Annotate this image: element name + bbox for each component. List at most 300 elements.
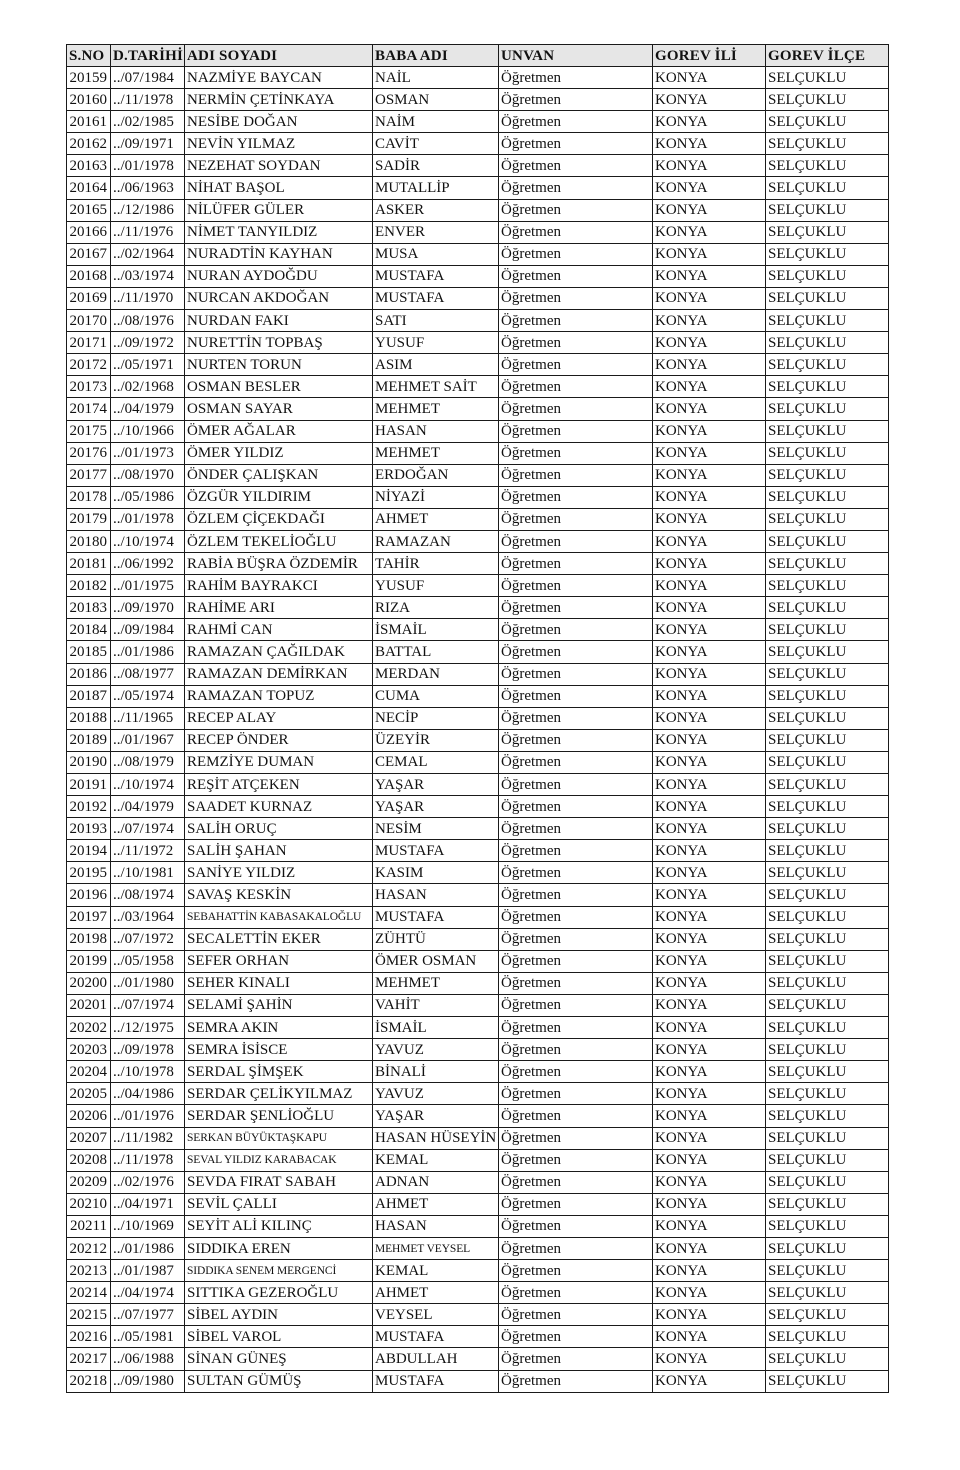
cell-district: SELÇUKLU [766,1326,889,1348]
cell-title: Öğretmen [499,111,653,133]
cell-birth-date: ../04/1974 [111,1282,185,1304]
cell-father-name: HASAN [373,884,499,906]
cell-birth-date: ../10/1981 [111,862,185,884]
cell-father-name: NAİM [373,111,499,133]
table-row [67,177,889,199]
cell-sno: 20208 [67,1149,111,1171]
table-row [67,641,889,663]
cell-title: Öğretmen [499,751,653,773]
cell-full-name: SEMRA AKIN [185,1017,373,1039]
cell-sno: 20168 [67,265,111,287]
cell-birth-date: ../08/1974 [111,884,185,906]
cell-title: Öğretmen [499,1260,653,1282]
cell-district: SELÇUKLU [766,1105,889,1127]
cell-full-name: SEFER ORHAN [185,950,373,972]
cell-birth-date: ../09/1970 [111,597,185,619]
table-row [67,1237,889,1259]
table-row [67,221,889,243]
cell-district: SELÇUKLU [766,354,889,376]
cell-full-name: REŞİT ATÇEKEN [185,774,373,796]
cell-province: KONYA [653,840,766,862]
cell-province: KONYA [653,928,766,950]
cell-province: KONYA [653,796,766,818]
cell-district: SELÇUKLU [766,774,889,796]
cell-birth-date: ../01/1967 [111,729,185,751]
cell-district: SELÇUKLU [766,972,889,994]
cell-full-name: SIDDIKA SENEM MERGENCİ [185,1260,373,1282]
cell-district: SELÇUKLU [766,729,889,751]
cell-province: KONYA [653,442,766,464]
cell-province: KONYA [653,1061,766,1083]
cell-full-name: RAMAZAN TOPUZ [185,685,373,707]
cell-district: SELÇUKLU [766,1348,889,1370]
cell-sno: 20215 [67,1304,111,1326]
cell-birth-date: ../04/1971 [111,1193,185,1215]
table-row [67,1039,889,1061]
cell-province: KONYA [653,1370,766,1392]
table-row [67,928,889,950]
cell-province: KONYA [653,155,766,177]
cell-title: Öğretmen [499,1193,653,1215]
cell-birth-date: ../03/1964 [111,906,185,928]
cell-father-name: MEHMET VEYSEL [373,1237,499,1259]
cell-district: SELÇUKLU [766,133,889,155]
cell-father-name: MUSA [373,243,499,265]
table-row [67,840,889,862]
cell-district: SELÇUKLU [766,685,889,707]
cell-full-name: SEMRA İSİSCE [185,1039,373,1061]
cell-birth-date: ../11/1972 [111,840,185,862]
cell-district: SELÇUKLU [766,1370,889,1392]
cell-father-name: KASIM [373,862,499,884]
cell-full-name: NURETTİN TOPBAŞ [185,332,373,354]
table-row [67,111,889,133]
cell-full-name: ÖZLEM ÇİÇEKDAĞI [185,508,373,530]
cell-birth-date: ../08/1979 [111,751,185,773]
cell-birth-date: ../01/1987 [111,1260,185,1282]
table-row [67,265,889,287]
cell-province: KONYA [653,1215,766,1237]
cell-district: SELÇUKLU [766,641,889,663]
table-row [67,1149,889,1171]
cell-district: SELÇUKLU [766,1061,889,1083]
cell-father-name: MERDAN [373,663,499,685]
cell-sno: 20212 [67,1237,111,1259]
cell-province: KONYA [653,420,766,442]
cell-sno: 20173 [67,376,111,398]
cell-sno: 20159 [67,67,111,89]
cell-full-name: SİBEL VAROL [185,1326,373,1348]
cell-district: SELÇUKLU [766,862,889,884]
table-row [67,729,889,751]
cell-full-name: NURCAN AKDOĞAN [185,287,373,309]
cell-province: KONYA [653,950,766,972]
cell-province: KONYA [653,1282,766,1304]
cell-father-name: NİYAZİ [373,486,499,508]
header-row [67,45,889,67]
cell-full-name: SECALETTİN EKER [185,928,373,950]
cell-father-name: MUSTAFA [373,287,499,309]
header-title: UNVAN [499,45,653,67]
cell-title: Öğretmen [499,1370,653,1392]
cell-province: KONYA [653,597,766,619]
cell-full-name: NURAN AYDOĞDU [185,265,373,287]
table-row [67,464,889,486]
table-row [67,818,889,840]
cell-father-name: MUSTAFA [373,265,499,287]
cell-father-name: AHMET [373,1193,499,1215]
cell-district: SELÇUKLU [766,376,889,398]
cell-title: Öğretmen [499,243,653,265]
cell-sno: 20209 [67,1171,111,1193]
cell-district: SELÇUKLU [766,1282,889,1304]
cell-district: SELÇUKLU [766,442,889,464]
cell-sno: 20204 [67,1061,111,1083]
cell-full-name: RECEP ÖNDER [185,729,373,751]
cell-father-name: MEHMET SAİT [373,376,499,398]
cell-father-name: BATTAL [373,641,499,663]
cell-father-name: ÖMER OSMAN [373,950,499,972]
cell-district: SELÇUKLU [766,89,889,111]
cell-district: SELÇUKLU [766,67,889,89]
cell-birth-date: ../11/1982 [111,1127,185,1149]
cell-province: KONYA [653,89,766,111]
cell-province: KONYA [653,575,766,597]
cell-full-name: SALİH ŞAHAN [185,840,373,862]
header-birth-date: D.TARİHİ [111,45,185,67]
cell-province: KONYA [653,553,766,575]
cell-district: SELÇUKLU [766,221,889,243]
table-row [67,707,889,729]
table-row [67,884,889,906]
cell-father-name: OSMAN [373,89,499,111]
cell-district: SELÇUKLU [766,619,889,641]
table-row [67,751,889,773]
cell-full-name: NURDAN FAKI [185,310,373,332]
cell-birth-date: ../01/1976 [111,1105,185,1127]
cell-title: Öğretmen [499,1215,653,1237]
cell-district: SELÇUKLU [766,530,889,552]
cell-father-name: AHMET [373,508,499,530]
cell-district: SELÇUKLU [766,111,889,133]
cell-birth-date: ../05/1971 [111,354,185,376]
cell-birth-date: ../09/1971 [111,133,185,155]
cell-father-name: HASAN [373,420,499,442]
table-row [67,796,889,818]
cell-sno: 20188 [67,707,111,729]
cell-province: KONYA [653,221,766,243]
cell-district: SELÇUKLU [766,994,889,1016]
table-row [67,398,889,420]
cell-birth-date: ../07/1984 [111,67,185,89]
table-row [67,597,889,619]
cell-district: SELÇUKLU [766,884,889,906]
cell-province: KONYA [653,619,766,641]
cell-full-name: NERMİN ÇETİNKAYA [185,89,373,111]
cell-sno: 20197 [67,906,111,928]
cell-father-name: HASAN [373,1215,499,1237]
personnel-table [66,44,889,1393]
cell-birth-date: ../03/1974 [111,265,185,287]
cell-sno: 20206 [67,1105,111,1127]
cell-sno: 20177 [67,464,111,486]
table-row [67,1083,889,1105]
cell-province: KONYA [653,133,766,155]
cell-province: KONYA [653,1083,766,1105]
cell-district: SELÇUKLU [766,1237,889,1259]
cell-title: Öğretmen [499,1127,653,1149]
cell-birth-date: ../01/1986 [111,641,185,663]
cell-province: KONYA [653,884,766,906]
cell-birth-date: ../11/1970 [111,287,185,309]
cell-birth-date: ../11/1976 [111,221,185,243]
cell-full-name: SANİYE YILDIZ [185,862,373,884]
cell-father-name: YAVUZ [373,1039,499,1061]
cell-district: SELÇUKLU [766,1215,889,1237]
cell-title: Öğretmen [499,332,653,354]
cell-father-name: KEMAL [373,1149,499,1171]
cell-birth-date: ../05/1986 [111,486,185,508]
cell-birth-date: ../11/1978 [111,1149,185,1171]
cell-district: SELÇUKLU [766,1149,889,1171]
cell-sno: 20179 [67,508,111,530]
cell-title: Öğretmen [499,1017,653,1039]
cell-full-name: RECEP ALAY [185,707,373,729]
cell-title: Öğretmen [499,354,653,376]
cell-title: Öğretmen [499,420,653,442]
table-row [67,906,889,928]
cell-father-name: YUSUF [373,575,499,597]
cell-province: KONYA [653,376,766,398]
cell-district: SELÇUKLU [766,243,889,265]
cell-province: KONYA [653,751,766,773]
cell-title: Öğretmen [499,177,653,199]
cell-full-name: SEVDA FIRAT SABAH [185,1171,373,1193]
cell-full-name: NEZEHAT SOYDAN [185,155,373,177]
cell-district: SELÇUKLU [766,508,889,530]
cell-birth-date: ../02/1976 [111,1171,185,1193]
cell-sno: 20162 [67,133,111,155]
cell-title: Öğretmen [499,796,653,818]
cell-birth-date: ../10/1978 [111,1061,185,1083]
cell-sno: 20163 [67,155,111,177]
cell-father-name: RIZA [373,597,499,619]
cell-title: Öğretmen [499,1348,653,1370]
cell-birth-date: ../05/1974 [111,685,185,707]
cell-sno: 20203 [67,1039,111,1061]
cell-title: Öğretmen [499,928,653,950]
cell-birth-date: ../07/1977 [111,1304,185,1326]
table-row [67,1348,889,1370]
cell-sno: 20167 [67,243,111,265]
table-row [67,199,889,221]
cell-province: KONYA [653,663,766,685]
cell-birth-date: ../09/1984 [111,619,185,641]
cell-sno: 20199 [67,950,111,972]
cell-father-name: CUMA [373,685,499,707]
cell-father-name: ASIM [373,354,499,376]
cell-sno: 20189 [67,729,111,751]
table-row [67,950,889,972]
cell-birth-date: ../12/1975 [111,1017,185,1039]
cell-district: SELÇUKLU [766,1017,889,1039]
table-row [67,332,889,354]
cell-father-name: VEYSEL [373,1304,499,1326]
cell-province: KONYA [653,486,766,508]
cell-title: Öğretmen [499,310,653,332]
cell-title: Öğretmen [499,199,653,221]
cell-father-name: ZÜHTÜ [373,928,499,950]
cell-district: SELÇUKLU [766,420,889,442]
cell-district: SELÇUKLU [766,155,889,177]
table-row [67,774,889,796]
cell-father-name: SADİR [373,155,499,177]
cell-sno: 20187 [67,685,111,707]
cell-father-name: MEHMET [373,972,499,994]
cell-district: SELÇUKLU [766,707,889,729]
cell-sno: 20190 [67,751,111,773]
table-row [67,1304,889,1326]
cell-birth-date: ../10/1966 [111,420,185,442]
cell-district: SELÇUKLU [766,310,889,332]
cell-full-name: SULTAN GÜMÜŞ [185,1370,373,1392]
cell-full-name: SERDAR ÇELİKYILMAZ [185,1083,373,1105]
table-row [67,508,889,530]
cell-sno: 20174 [67,398,111,420]
cell-district: SELÇUKLU [766,751,889,773]
table-row [67,972,889,994]
cell-full-name: RAMAZAN ÇAĞILDAK [185,641,373,663]
table-header [67,45,889,67]
cell-full-name: NİLÜFER GÜLER [185,199,373,221]
cell-district: SELÇUKLU [766,1171,889,1193]
cell-birth-date: ../04/1979 [111,398,185,420]
cell-sno: 20192 [67,796,111,818]
cell-title: Öğretmen [499,442,653,464]
cell-district: SELÇUKLU [766,840,889,862]
cell-full-name: SİNAN GÜNEŞ [185,1348,373,1370]
cell-title: Öğretmen [499,221,653,243]
cell-full-name: NESİBE DOĞAN [185,111,373,133]
cell-sno: 20207 [67,1127,111,1149]
cell-full-name: NEVİN YILMAZ [185,133,373,155]
cell-father-name: NECİP [373,707,499,729]
cell-father-name: AHMET [373,1282,499,1304]
cell-father-name: RAMAZAN [373,530,499,552]
table-row [67,1017,889,1039]
cell-full-name: NİHAT BAŞOL [185,177,373,199]
cell-sno: 20216 [67,1326,111,1348]
cell-sno: 20194 [67,840,111,862]
cell-title: Öğretmen [499,597,653,619]
cell-birth-date: ../06/1963 [111,177,185,199]
cell-father-name: BİNALİ [373,1061,499,1083]
cell-father-name: CAVİT [373,133,499,155]
header-father-name: BABA ADI [373,45,499,67]
cell-father-name: MEHMET [373,442,499,464]
cell-title: Öğretmen [499,1149,653,1171]
cell-father-name: CEMAL [373,751,499,773]
cell-district: SELÇUKLU [766,663,889,685]
cell-full-name: SITTIKA GEZEROĞLU [185,1282,373,1304]
cell-birth-date: ../01/1978 [111,155,185,177]
cell-full-name: SEVİL ÇALLI [185,1193,373,1215]
cell-father-name: YAŞAR [373,774,499,796]
cell-sno: 20171 [67,332,111,354]
cell-province: KONYA [653,641,766,663]
table-row [67,1061,889,1083]
cell-full-name: SALİH ORUÇ [185,818,373,840]
cell-province: KONYA [653,111,766,133]
table-row [67,553,889,575]
cell-title: Öğretmen [499,862,653,884]
cell-title: Öğretmen [499,994,653,1016]
cell-father-name: İSMAİL [373,1017,499,1039]
cell-sno: 20175 [67,420,111,442]
cell-province: KONYA [653,1326,766,1348]
cell-father-name: NESİM [373,818,499,840]
cell-full-name: NURTEN TORUN [185,354,373,376]
cell-birth-date: ../01/1978 [111,508,185,530]
cell-birth-date: ../04/1986 [111,1083,185,1105]
cell-full-name: NAZMİYE BAYCAN [185,67,373,89]
cell-birth-date: ../01/1980 [111,972,185,994]
cell-district: SELÇUKLU [766,287,889,309]
cell-birth-date: ../02/1964 [111,243,185,265]
cell-title: Öğretmen [499,133,653,155]
cell-full-name: NİMET TANYILDIZ [185,221,373,243]
cell-father-name: MUSTAFA [373,1370,499,1392]
cell-sno: 20170 [67,310,111,332]
cell-sno: 20169 [67,287,111,309]
cell-birth-date: ../07/1974 [111,818,185,840]
table-row [67,1127,889,1149]
cell-full-name: SAADET KURNAZ [185,796,373,818]
cell-title: Öğretmen [499,1326,653,1348]
cell-birth-date: ../07/1972 [111,928,185,950]
cell-birth-date: ../04/1979 [111,796,185,818]
cell-sno: 20166 [67,221,111,243]
table-row [67,1326,889,1348]
cell-province: KONYA [653,729,766,751]
cell-title: Öğretmen [499,575,653,597]
cell-full-name: SERKAN BÜYÜKTAŞKAPU [185,1127,373,1149]
header-sno: S.NO [67,45,111,67]
cell-title: Öğretmen [499,1171,653,1193]
cell-province: KONYA [653,1149,766,1171]
cell-sno: 20183 [67,597,111,619]
cell-full-name: ÖNDER ÇALIŞKAN [185,464,373,486]
cell-birth-date: ../12/1986 [111,199,185,221]
cell-title: Öğretmen [499,707,653,729]
cell-full-name: SERDAL ŞİMŞEK [185,1061,373,1083]
cell-birth-date: ../05/1981 [111,1326,185,1348]
cell-province: KONYA [653,177,766,199]
cell-province: KONYA [653,464,766,486]
cell-district: SELÇUKLU [766,199,889,221]
cell-father-name: HASAN HÜSEYİN [373,1127,499,1149]
table-row [67,486,889,508]
cell-province: KONYA [653,818,766,840]
cell-province: KONYA [653,994,766,1016]
cell-district: SELÇUKLU [766,398,889,420]
cell-province: KONYA [653,67,766,89]
cell-province: KONYA [653,1304,766,1326]
cell-province: KONYA [653,1039,766,1061]
cell-province: KONYA [653,398,766,420]
cell-sno: 20176 [67,442,111,464]
cell-province: KONYA [653,707,766,729]
